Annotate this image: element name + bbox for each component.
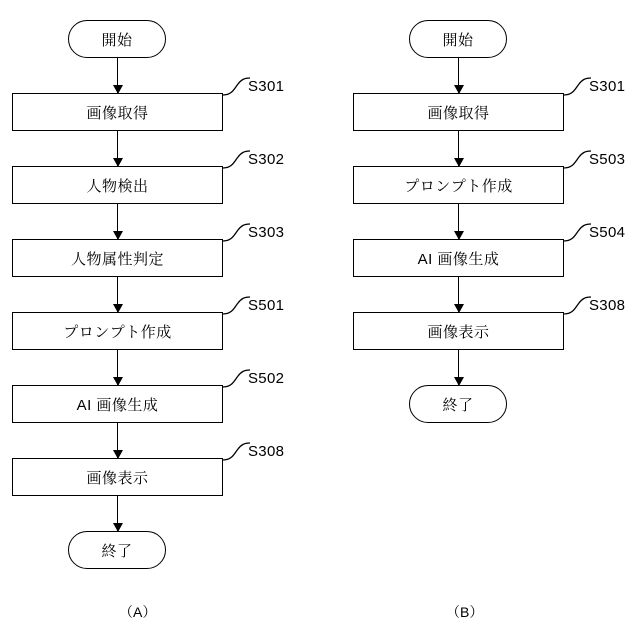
flow-node-b-5: 終了 xyxy=(409,385,507,423)
flow-node-b-4: 画像表示 xyxy=(353,312,564,350)
flow-arrow-a-0 xyxy=(117,58,118,93)
step-label-b-0: S301 xyxy=(589,78,626,95)
flow-arrow-b-1 xyxy=(458,131,459,166)
step-label-a-5: S308 xyxy=(248,443,285,460)
flow-node-a-3: 人物属性判定 xyxy=(12,239,223,277)
flow-node-a-0: 開始 xyxy=(68,20,166,58)
flow-node-b-1: 画像取得 xyxy=(353,93,564,131)
flow-node-b-3: AI 画像生成 xyxy=(353,239,564,277)
step-label-a-4: S502 xyxy=(248,370,285,387)
panel-caption-a: （A） xyxy=(119,604,157,620)
flow-node-a-6: 画像表示 xyxy=(12,458,223,496)
flow-node-a-1: 画像取得 xyxy=(12,93,223,131)
flow-node-a-7: 終了 xyxy=(68,531,166,569)
flow-arrow-a-5 xyxy=(117,423,118,458)
flow-node-b-2: プロンプト作成 xyxy=(353,166,564,204)
flow-node-a-4: プロンプト作成 xyxy=(12,312,223,350)
flow-arrow-a-4 xyxy=(117,350,118,385)
flow-node-a-5: AI 画像生成 xyxy=(12,385,223,423)
flow-arrow-a-1 xyxy=(117,131,118,166)
flow-arrow-b-4 xyxy=(458,350,459,385)
flow-arrow-b-2 xyxy=(458,204,459,239)
step-label-b-1: S503 xyxy=(589,151,626,168)
step-label-a-1: S302 xyxy=(248,151,285,168)
flow-node-b-0: 開始 xyxy=(409,20,507,58)
step-label-a-0: S301 xyxy=(248,78,285,95)
panel-caption-b: （B） xyxy=(446,604,484,620)
flow-arrow-a-3 xyxy=(117,277,118,312)
step-label-b-3: S308 xyxy=(589,297,626,314)
step-label-a-2: S303 xyxy=(248,224,285,241)
flow-node-a-2: 人物検出 xyxy=(12,166,223,204)
flow-arrow-a-6 xyxy=(117,496,118,531)
flow-arrow-b-0 xyxy=(458,58,459,93)
flow-arrow-a-2 xyxy=(117,204,118,239)
step-label-a-3: S501 xyxy=(248,297,285,314)
step-label-b-2: S504 xyxy=(589,224,626,241)
flow-arrow-b-3 xyxy=(458,277,459,312)
